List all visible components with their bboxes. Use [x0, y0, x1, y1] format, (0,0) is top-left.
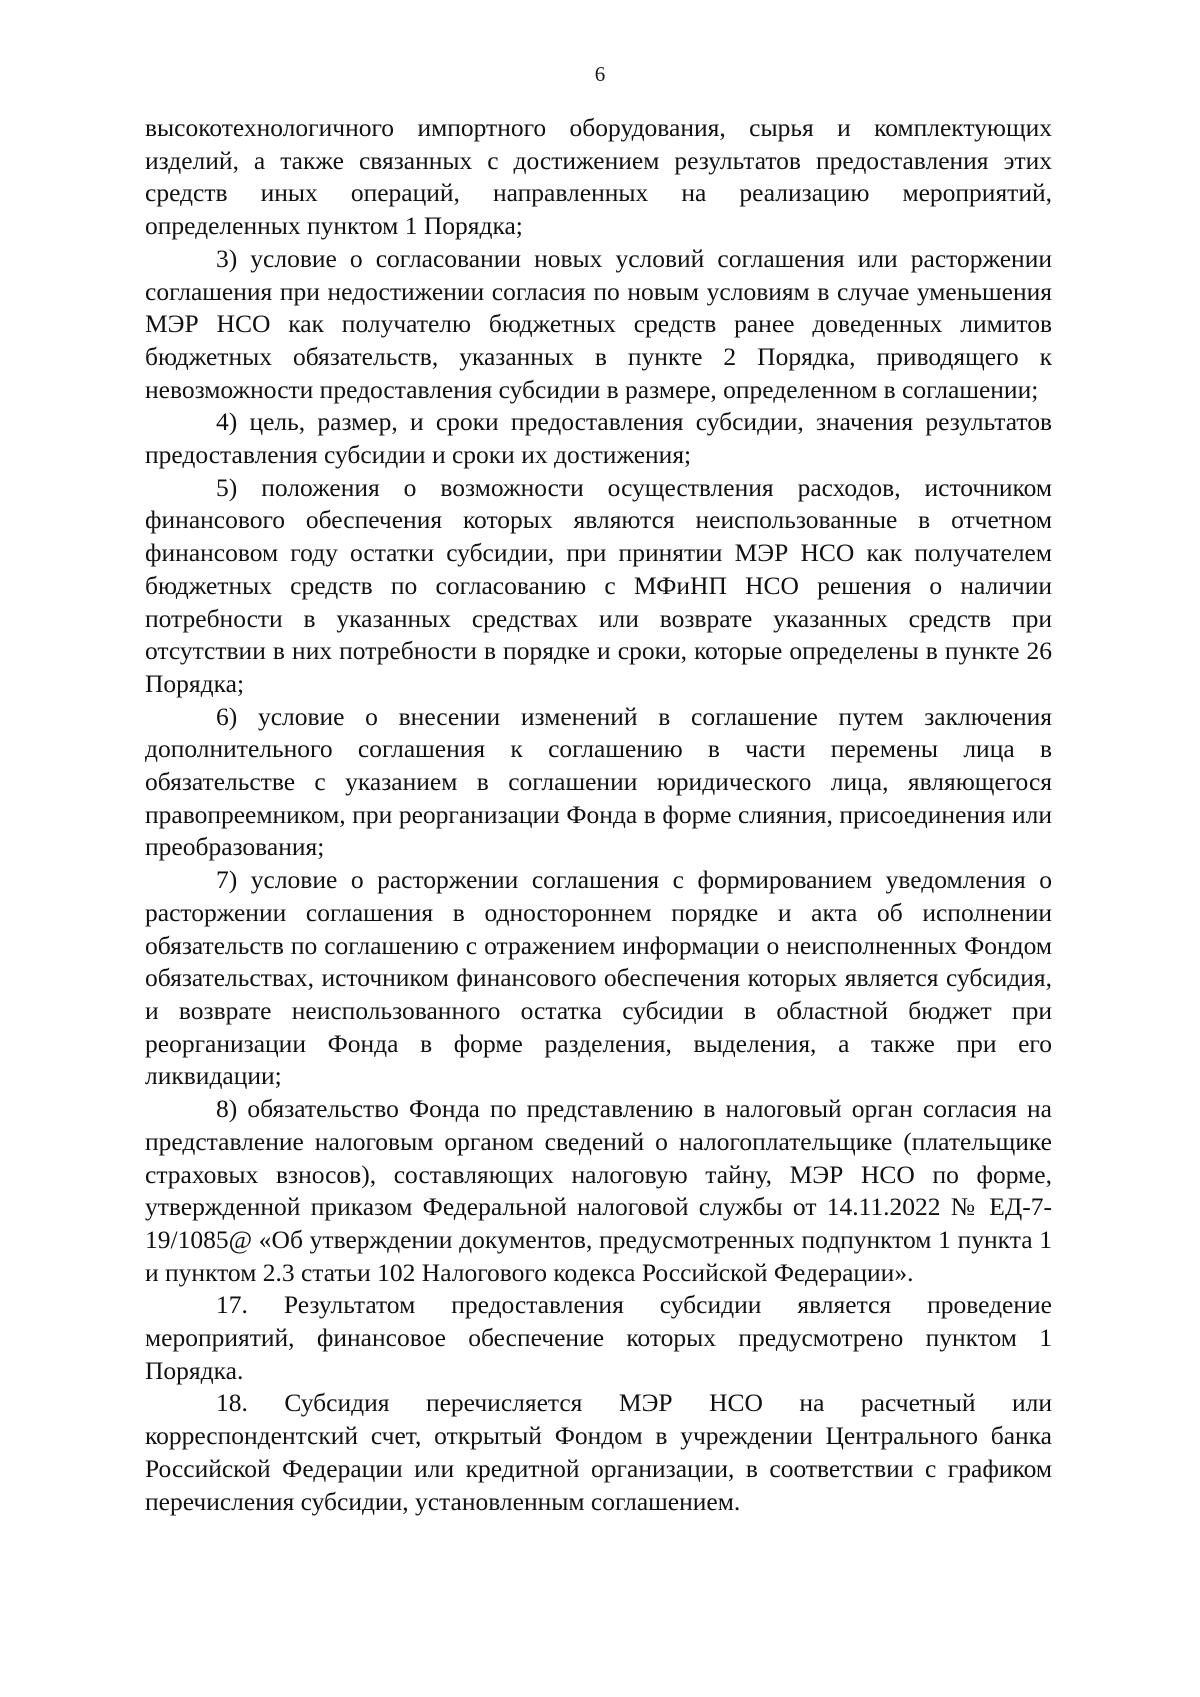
paragraph-item-6: 6) условие о внесении изменений в соглашение путем заключения дополнительного соглашения к соглашению в части перемены лица в обязательстве с указанием в соглашении юридического лица, являющегося правопреемником, при реорганизации Фонда в форме слияния, присоединения или преобразования; [145, 701, 1052, 862]
paragraph-continuation: высокотехнологичного импортного оборудования, сырья и комплектующих изделий, а также связанных с достижением результатов предоставления этих средств иных операций, направленных на реализацию мероприятий, определенных пунктом 1 Порядка; [145, 113, 1052, 241]
paragraph-item-4: 4) цель, размер, и сроки предоставления субсидии, значения результатов предоставления субсидии и сроки их достижения; [145, 407, 1052, 470]
paragraph-item-3: 3) условие о согласовании новых условий соглашения или расторжении соглашения при недостижении согласия по новым условиям в случае уменьшения МЭР НСО как получателю бюджетных средств ранее доведенных лимитов бюджетных обязательств, указанных в пункте 2 Порядка, приводящего к невозможности предоставления субсидии в размере, определенном в соглашении; [145, 243, 1052, 404]
paragraph-clause-17: 17. Результатом предоставления субсидии является проведение мероприятий, финансовое обеспечение которых предусмотрено пунктом 1 Порядка. [145, 1290, 1052, 1385]
document-body [145, 112, 1052, 1518]
paragraph-item-8: 8) обязательство Фонда по представлению в налоговый орган согласия на представление налоговым органом сведений о налогоплательщике (плательщике страховых взносов), составляющих налоговую тайну, МЭР НСО по форме, утвержденной приказом Федеральной налоговой службы от 14.11.2022 № ЕД-7-19/1085@ «Об утверждении документов, предусмотренных подпунктом 1 пункта 1 и пунктом 2.3 статьи 102 Налогового кодекса Российской Федерации». [145, 1094, 1052, 1287]
paragraph-clause-18: 18. Субсидия перечисляется МЭР НСО на расчетный или корреспондентский счет, открытый Фондом в учреждении Центрального банка Российской Федерации или кредитной организации, в соответствии с графиком перечисления субсидии, установленным соглашением. [145, 1388, 1052, 1516]
paragraph-item-7: 7) условие о расторжении соглашения с формированием уведомления о расторжении соглашения в одностороннем порядке и акта об исполнении обязательств по соглашению с отражением информации о неисполненных Фондом обязательствах, источником финансового обеспечения которых является субсидия, и возврате неиспользованного остатка субсидии в областной бюджет при реорганизации Фонда в форме разделения, выделения, а также при его ликвидации; [145, 865, 1052, 1091]
page-number: 6 [594, 62, 606, 86]
paragraph-item-5: 5) положения о возможности осуществления расходов, источником финансового обеспечения которых являются неиспользованные в отчетном финансовом году остатки субсидии, при принятии МЭР НСО как получателем бюджетных средств по согласованию с МФиНП НСО решения о наличии потребности в указанных средствах или возврате указанных средств при отсутствии в них потребности в порядке и сроки, которые определены в пункте 26 Порядка; [145, 472, 1052, 698]
